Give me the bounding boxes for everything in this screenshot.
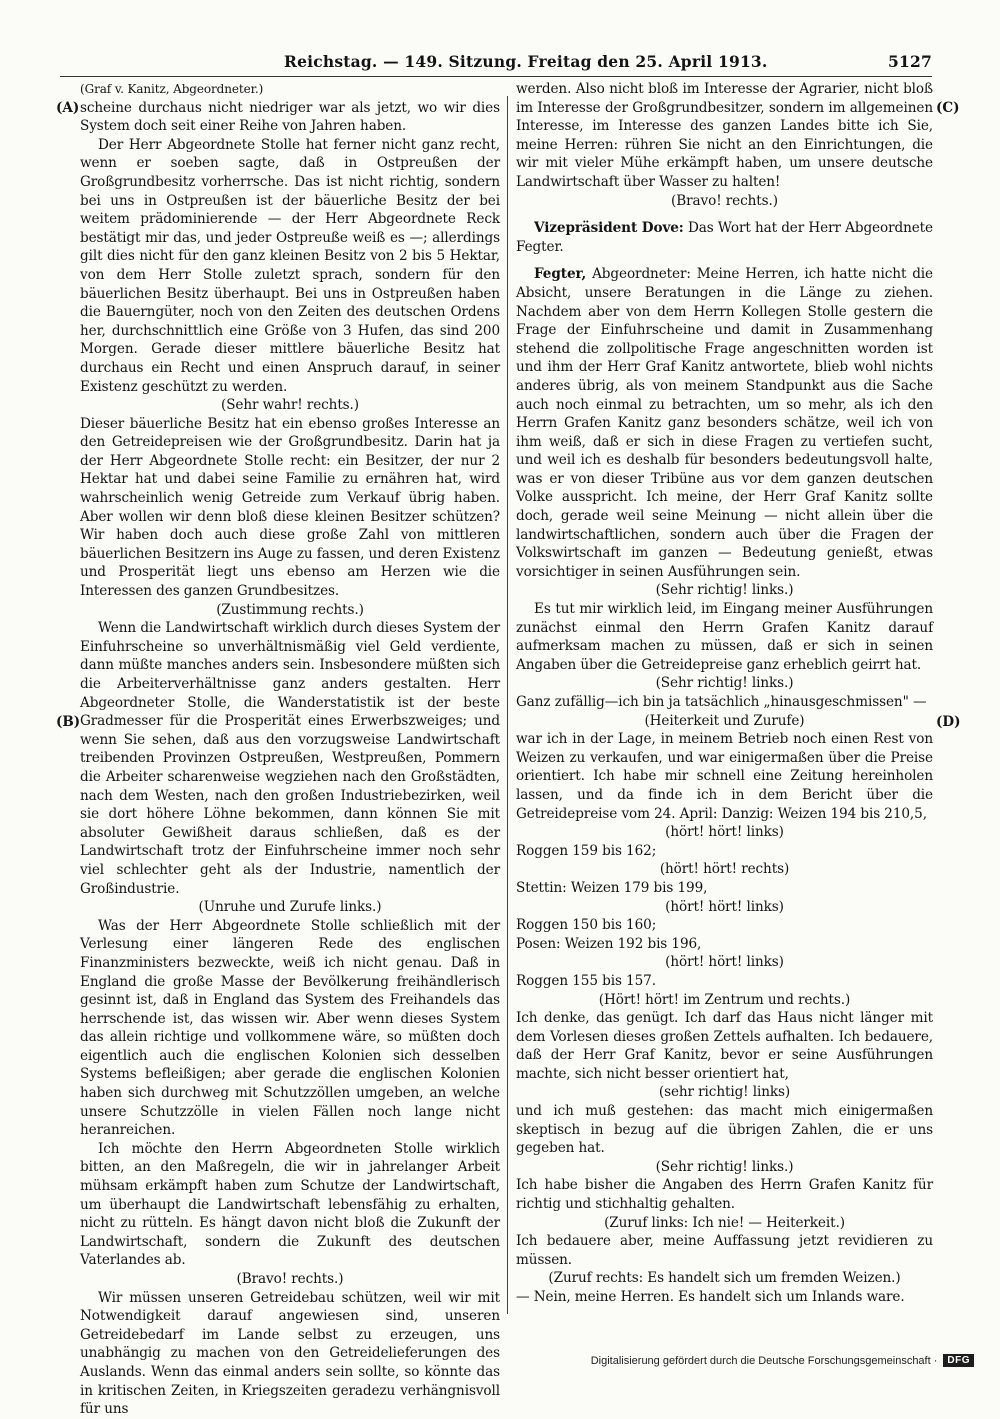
paragraph: Der Herr Abgeordnete Stolle hat ferner nicht ganz recht, wenn er soeben sagte, daß in Ostpreußen der Großgrundbesitz vorherrsche. Das ist nicht richtig, sondern bei uns in Ostpreußen ist der bäuerliche Besitz der bei weitem prädominierende — der Herr Abgeordnete Reck bestätigt mir das, und jeder Ostpreuße weiß es —; allerdings gilt dies nicht für den ganz kleinen Besitz von 2 bis 5 Hektar, von dem Herr Stolle zuletzt sprach, sondern für den bäuerlichen Besitz überhaupt. Bei uns in Ostpreußen haben die Bauerngüter, noch von den Zeiten des deutschen Ordens her, durchschnittlich eine Größe von 3 Hufen, das sind 200 Morgen. Gerade dieser mittlere bäuerliche Besitz hat durchaus ein Recht und einen Anspruch darauf, in seiner Existenz geschützt zu werden. [80, 136, 500, 395]
paragraph: Ich habe bisher die Angaben des Herrn Grafen Kanitz für richtig und stichhaltig gehalten. [516, 1177, 933, 1213]
paragraph: scheine durchaus nicht niedriger war als jetzt, wo wir dies System doch seit einer Reihe von Jahren haben. [80, 99, 500, 135]
paragraph: war ich in der Lage, in meinem Betrieb noch einen Rest von Weizen zu verkaufen, und war einigermaßen über die Preise orientiert. Ich habe mir schnell eine Zeitung hereinholen lassen, und da finde ich in dem Bericht über die Getreidepreise vom 24. April: Danzig: Weizen 194 bis 210,5, [516, 731, 933, 822]
paragraph: Ich bedauere aber, meine Auffassung jetzt revidieren zu müssen. [516, 1233, 933, 1268]
interjection: (Zuruf rechts: Es handelt sich um fremden Weizen.) [548, 1270, 901, 1287]
paragraph: Ganz zufällig—ich bin ja tatsächlich „hinausgeschmissen" — [516, 694, 927, 710]
interjection: (Sehr wahr! rechts.) [221, 397, 359, 414]
margin-marker-b: (B) [56, 714, 81, 730]
interjection: (Heiterkeit und Zurufe) [644, 712, 805, 729]
interjection: (Bravo! rechts.) [671, 192, 778, 209]
interjection: (hört! hört! rechts) [659, 861, 790, 878]
interjection: (hört! hört! links) [665, 954, 784, 971]
interjection: (Hört! hört! im Zentrum und rechts.) [598, 991, 851, 1008]
margin-marker-a: (A) [56, 100, 80, 116]
interjection: (Sehr richtig! links.) [655, 1158, 794, 1175]
interjection: (sehr richtig! links) [658, 1084, 791, 1101]
dfg-logo-icon: DFG [943, 1354, 974, 1367]
interjection: (Unruhe und Zurufe links.) [198, 899, 382, 916]
interjection: (Sehr richtig! links.) [655, 675, 794, 692]
interjection: (Zustimmung rechts.) [216, 601, 364, 618]
interjection: (hört! hört! links) [665, 824, 784, 841]
paragraph: Dieser bäuerliche Besitz hat ein ebenso großes Interesse an den Getreidepreisen wie der Großgrundbesitz. Darin hat ja der Herr Abgeordnete Stolle recht: ein Besitzer, der nur 2 Hektar hat und dabei seine Familie zu ernähren hat, wird wahrscheinlich wenig Getreide zum Verkauf übrig haben. Aber wollen wir denn bloß diese kleinen Besitzer schützen? Wir haben doch auch diese große Zahl von mittleren bäuerlichen Besitzern ins Auge zu fassen, und deren Existenz und Prosperität liegt uns ebenso am Herzen wie die Interessen des ganzen Grundbesitzes. [80, 415, 500, 600]
paragraph: Was der Herr Abgeordnete Stolle schließlich mit der Verlesung einer längeren Rede des englischen Finanzministers bezweckte, weiß ich nicht genau. Daß in England die große Masse der Bevölkerung freihändlerisch gesinnt ist, daß in England das System des Freihandels das herrschende ist, das wissen wir. Aber wenn dieses System das allein richtige und vollkommene wäre, so müßten doch eigentlich auch die englischen Kolonien sich desselben Systems befleißigen; aber gerade die englischen Kolonien haben sich durchweg mit Schutzzöllen umgeben, an welche unsere Schutzzölle in vielen Fällen noch lange nicht heranreichen. [80, 917, 500, 1139]
page-title: Reichstag. — 149. Sitzung. Freitag den 25. April 1913. [284, 52, 768, 71]
paragraph: und ich muß gestehen: das macht mich einigermaßen skeptisch in bezug auf die übrigen Zahlen, die er uns gegeben hat. [516, 1103, 933, 1157]
header-rule [60, 76, 932, 77]
price-line: Roggen 150 bis 160; [516, 917, 657, 934]
price-line: Roggen 155 bis 157. [516, 972, 656, 989]
paragraph: Ich denke, das genügt. Ich darf das Haus nicht länger mit dem Vorlesen dieses großen Zettels aufhalten. Ich bedauere, daß der Herr Graf Kanitz, bevor er seine Ausführungen machte, sich nicht besser orientiert hat, [516, 1010, 933, 1082]
footer-text: Digitalisierung gefördert durch die Deutsche Forschungsgemeinschaft · [590, 1354, 938, 1367]
price-line: Posen: Weizen 192 bis 196, [516, 935, 702, 952]
paragraph: werden. Also nicht bloß im Interesse der Agrarier, nicht bloß im Interesse der Großgrundbesitzer, sondern im allgemeinen Interesse, im Interesse des ganzen Landes bitte ich Sie, meine Herren: rühren Sie nicht an den Einrichtungen, die wir mit vieler Mühe erkämpft haben, um unsere deutsche Landwirtschaft über Wasser zu halten! [516, 81, 933, 190]
speaker-name: Fegter, [534, 266, 587, 283]
right-column [516, 80, 933, 1307]
footer-credit [591, 1354, 974, 1367]
interjection: (Sehr richtig! links.) [655, 582, 794, 599]
paragraph: Fegter, Abgeordneter: Meine Herren, ich hatte nicht die Absicht, unsere Beratungen in die Länge zu ziehen. Nachdem aber von dem Herrn Kollegen Stolle gestern die Frage der Einfuhrscheine und damit in Zusammenhang stehend die zollpolitische Frage angeschnitten worden ist und ihm der Herr Graf Kanitz antwortete, blieb wohl nichts anderes übrig, als von meinem Standpunkt aus die Sache auch noch einmal zu betrachten, um so mehr, als ich den Herrn Grafen Kanitz ganz besonders schätze, weil ich von ihm weiß, daß er sich in diese Fragen zu vertiefen sucht, und weil ich es deshalb für besonders bedeutungsvoll halte, was er von dieser Tribüne aus vor dem ganzen deutschen Volke ausspricht. Ich meine, der Herr Graf Kanitz sollte doch, gerade weil seine Meinung — nicht allein über die landwirtschaftlichen, sondern auch über die Fragen der Volkswirtschaft im ganzen — Bedeutung genießt, etwas vorsichtiger in seinen Ausführungen sein. [516, 266, 933, 580]
left-column [80, 80, 500, 1419]
interjection: (hört! hört! links) [665, 898, 784, 915]
interjection: (Zuruf links: Ich nie! — Heiterkeit.) [604, 1214, 845, 1231]
speaker-name: Vizepräsident Dove: [534, 220, 684, 237]
paragraph: Es tut mir wirklich leid, im Eingang meiner Ausführungen zunächst einmal den Herrn Grafen Kanitz darauf aufmerksam machen zu müssen, daß er sich in seinen Angaben über die Getreidepreise ganz erheblich geirrt hat. [516, 601, 933, 673]
margin-marker-d: (D) [936, 714, 961, 730]
page-header [62, 52, 932, 72]
paragraph: — Nein, meine Herren. Es handelt sich um Inlands ware. [516, 1289, 905, 1305]
speaker-note: (Graf v. Kanitz, Abgeordneter.) [80, 82, 264, 96]
interjection: (Bravo! rechts.) [236, 1271, 344, 1287]
price-line: Roggen 159 bis 162; [516, 842, 657, 859]
price-line: Stettin: Weizen 179 bis 199, [516, 879, 708, 896]
page-number: 5127 [888, 52, 932, 71]
column-divider [507, 96, 508, 1314]
paragraph: Vizepräsident Dove: Das Wort hat der Herr Abgeordnete Fegter. [516, 220, 933, 255]
margin-marker-c: (C) [936, 100, 960, 116]
paragraph: Wenn die Landwirtschaft wirklich durch dieses System der Einfuhrscheine so unverhältnismäßig viel Geld verdiente, dann müßte manches anders sein. Insbesondere müßten sich die Arbeiterverhältnisse ganz anders gestalten. Herr Abgeordneter Stolle, die Wanderstatistik ist der beste Gradmesser für die Prosperität eines Erwerbszweiges; und wenn Sie sehen, daß aus den vorzugsweise Landwirtschaft treibenden Provinzen Ostpreußen, Westpreußen, Pommern die Arbeiter scharenweise wegziehen nach den Großstädten, nach dem Westen, nach den großen Industriebezirken, weil sie dort höhere Löhne bekommen, dann können Sie mit absoluter Gewißheit daraus schließen, daß es der Landwirtschaft trotz der Einfuhrscheine immer noch sehr viel schlechter geht als der Industrie, namentlich der Großindustrie. [80, 620, 500, 897]
paragraph: Ich möchte den Herrn Abgeordneten Stolle wirklich bitten, an den Maßregeln, die wir in jahrelanger Arbeit mühsam erkämpft haben zum Schutze der Landwirtschaft, um überhaupt die Landwirtschaft lebensfähig zu erhalten, nicht zu rütteln. Es hängt davon nicht bloß die Zukunft der Landwirtschaft, sondern die Zukunft des deutschen Vaterlandes ab. [80, 1140, 500, 1269]
paragraph: Wir müssen unseren Getreidebau schützen, weil wir mit Notwendigkeit darauf angewiesen sind, unseren Getreidebedarf im Lande selbst zu erzeugen, uns unabhängig zu machen von den Getreidelieferungen des Auslands. Wenn das einmal anders sein sollte, so könnte das in kritischen Zeiten, in Kriegszeiten geradezu verhängnisvoll für uns [80, 1289, 500, 1418]
